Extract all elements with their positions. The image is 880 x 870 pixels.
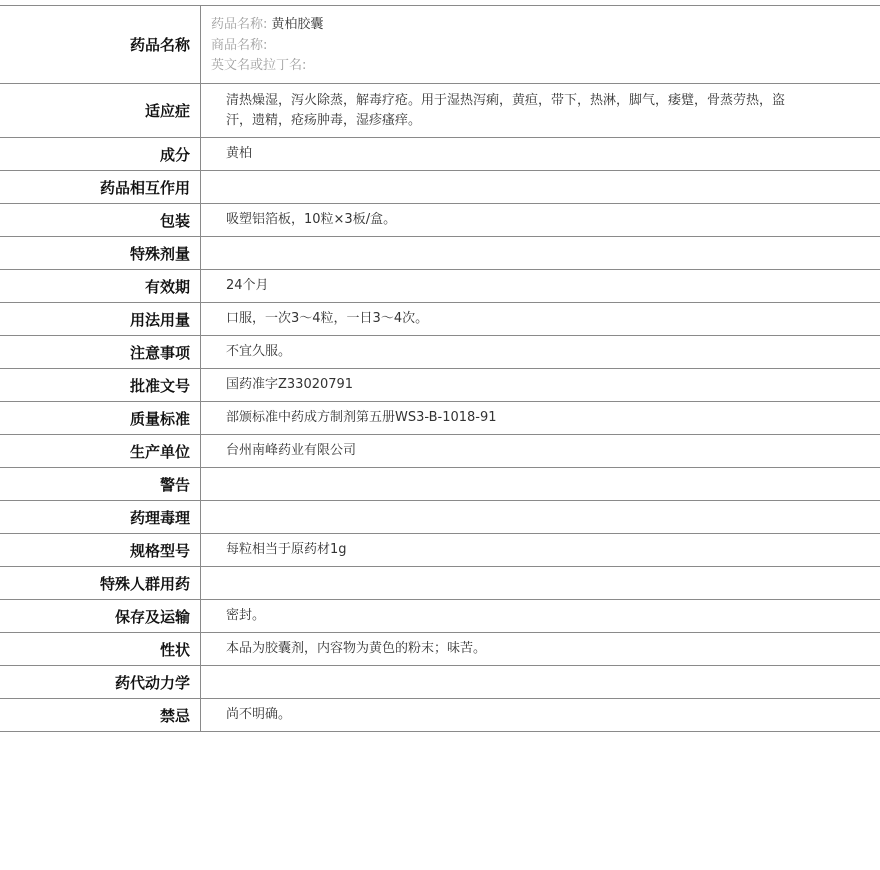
row-value: 台州南峰药业有限公司 bbox=[226, 443, 357, 458]
row-label: 性状 bbox=[0, 633, 201, 665]
row-special-dosage bbox=[0, 237, 880, 270]
row-value: 吸塑铝箔板，10粒×3板/盒。 bbox=[226, 212, 397, 227]
row-value: 口服，一次3～4粒，一日3～4次。 bbox=[226, 311, 429, 326]
row-pharmacology-toxicology bbox=[0, 501, 880, 534]
row-value bbox=[201, 567, 880, 599]
drug-info-table bbox=[0, 5, 880, 732]
row-description bbox=[0, 633, 880, 666]
row-value bbox=[201, 171, 880, 203]
row-label: 包装 bbox=[0, 204, 201, 236]
row-label: 保存及运输 bbox=[0, 600, 201, 632]
row-label: 药品名称 bbox=[0, 6, 201, 83]
row-shelf-life bbox=[0, 270, 880, 303]
generic-name-key: 药品名称: bbox=[211, 17, 268, 32]
row-value bbox=[201, 468, 880, 500]
row-label: 特殊人群用药 bbox=[0, 567, 201, 599]
row-drug-interactions bbox=[0, 171, 880, 204]
row-label: 成分 bbox=[0, 138, 201, 170]
generic-name-value: 黄柏胶囊 bbox=[271, 17, 324, 32]
row-value: 黄柏 bbox=[226, 146, 253, 161]
row-value: 本品为胶囊剂，内容物为黄色的粉末；味苦。 bbox=[226, 641, 487, 656]
trade-name-line bbox=[211, 36, 880, 57]
row-label: 适应症 bbox=[0, 84, 201, 137]
row-label: 用法用量 bbox=[0, 303, 201, 335]
row-value: 24个月 bbox=[226, 278, 269, 293]
row-manufacturer bbox=[0, 435, 880, 468]
row-value: 国药准字Z33020791 bbox=[226, 377, 354, 392]
row-label: 生产单位 bbox=[0, 435, 201, 467]
row-label: 有效期 bbox=[0, 270, 201, 302]
row-value: 密封。 bbox=[226, 608, 266, 623]
generic-name-line bbox=[211, 15, 880, 36]
row-label: 警告 bbox=[0, 468, 201, 500]
row-ingredients bbox=[0, 138, 880, 171]
row-value bbox=[201, 501, 880, 533]
row-quality-standard bbox=[0, 402, 880, 435]
row-label: 规格型号 bbox=[0, 534, 201, 566]
row-value bbox=[201, 666, 880, 698]
row-label: 药理毒理 bbox=[0, 501, 201, 533]
english-name-line bbox=[211, 56, 880, 77]
trade-name-key: 商品名称: bbox=[211, 37, 268, 53]
row-label: 注意事项 bbox=[0, 336, 201, 368]
row-pharmacokinetics bbox=[0, 666, 880, 699]
row-dosage bbox=[0, 303, 880, 336]
drug-name-block bbox=[201, 6, 880, 83]
row-packaging bbox=[0, 204, 880, 237]
row-value: 尚不明确。 bbox=[226, 707, 292, 722]
row-precautions bbox=[0, 336, 880, 369]
row-label: 质量标准 bbox=[0, 402, 201, 434]
row-value: 部颁标准中药成方制剂第五册WS3-B-1018-91 bbox=[226, 410, 497, 425]
row-approval-number bbox=[0, 369, 880, 402]
row-storage-transport bbox=[0, 600, 880, 633]
row-specification bbox=[0, 534, 880, 567]
row-value bbox=[201, 237, 880, 269]
row-label: 特殊剂量 bbox=[0, 237, 201, 269]
row-special-populations bbox=[0, 567, 880, 600]
row-value: 清热燥湿，泻火除蒸，解毒疗疮。用于湿热泻痢，黄疸，带下，热淋，脚气，痿躄，骨蒸劳热，盗汗，遗精，疮疡肿毒，湿疹瘙痒。 bbox=[226, 93, 786, 128]
row-label: 药品相互作用 bbox=[0, 171, 201, 203]
row-label: 药代动力学 bbox=[0, 666, 201, 698]
row-value: 不宜久服。 bbox=[226, 344, 292, 359]
row-label: 批准文号 bbox=[0, 369, 201, 401]
row-contraindications bbox=[0, 699, 880, 732]
row-value: 每粒相当于原药材1g bbox=[226, 542, 347, 557]
row-label: 禁忌 bbox=[0, 699, 201, 731]
row-warnings bbox=[0, 468, 880, 501]
row-drug-name bbox=[0, 6, 880, 84]
english-name-key: 英文名或拉丁名: bbox=[211, 58, 307, 73]
row-indications bbox=[0, 84, 880, 138]
